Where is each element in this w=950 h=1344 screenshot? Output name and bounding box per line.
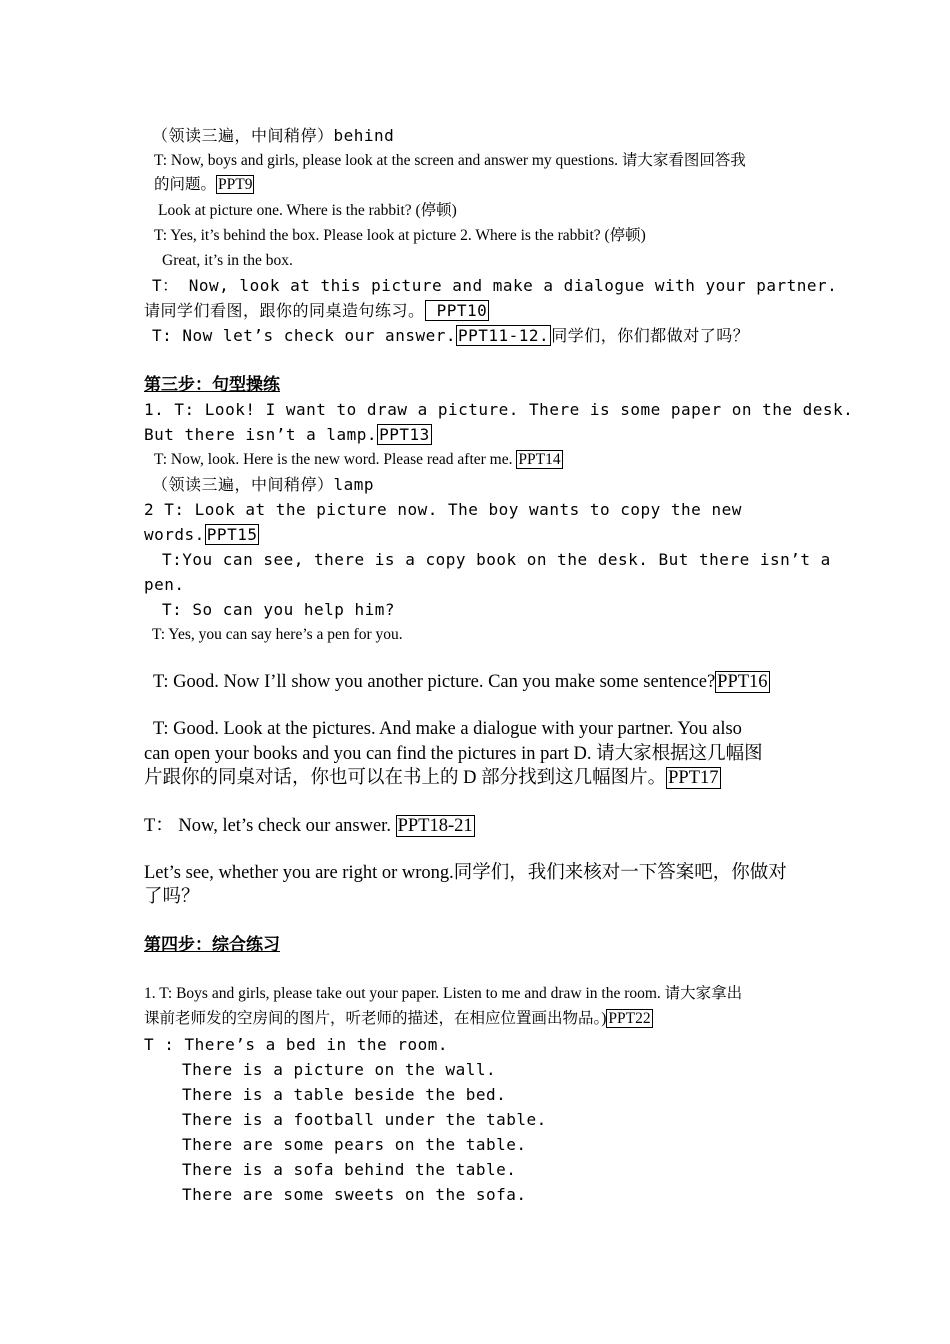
text-line: T: Yes, you can say here’s a pen for you. <box>152 626 403 643</box>
text-span: 请同学们看图，跟你的同桌造句练习。 <box>144 301 425 320</box>
ppt-ref-box: PPT11-12. <box>457 326 550 345</box>
ppt-ref-box: PPT22 <box>608 1010 651 1027</box>
ppt-ref-box: PPT10 <box>426 301 488 320</box>
section-heading: 第三步：句型操练 <box>144 375 280 395</box>
text-line: can open your books and you can find the pictures in part D. 请大家根据这几幅图 <box>144 744 763 764</box>
ppt-ref-box: PPT15 <box>206 525 258 544</box>
section-heading: 第四步：综合练习 <box>144 935 280 955</box>
text-line: T: Now, boys and girls, please look at the screen and answer my questions. 请大家看图回答我 <box>154 152 746 169</box>
text-line <box>144 815 475 837</box>
text-span: 片跟你的同桌对话，你也可以在书上的 D 部分找到这几幅图片。 <box>144 768 667 788</box>
text-line: T: So can you help him? <box>162 600 396 619</box>
text-span: 课前老师发的空房间的图片，听老师的描述，在相应位置画出物品。) <box>144 1010 607 1027</box>
text-span: T： Now, let’s check our answer. <box>144 816 391 836</box>
text-line: 了吗？ <box>144 887 200 907</box>
text-line: There is a football under the table. <box>182 1110 547 1129</box>
text-line <box>152 326 749 345</box>
text-line: T:You can see, there is a copy book on the desk. But there isn’t a <box>162 550 831 569</box>
text-span: T: Good. Now I’ll show you another picture. Can you make some sentence? <box>153 672 716 692</box>
ppt-ref-box: PPT18-21 <box>397 816 473 836</box>
text-line <box>153 671 770 693</box>
text-line: 2 T: Look at the picture now. The boy wants to copy the new <box>144 500 742 519</box>
text-line: 1. T: Boys and girls, please take out your paper. Listen to me and draw in the room. 请大家拿出 <box>144 985 743 1002</box>
text-line: pen. <box>144 575 185 594</box>
ppt-ref-box: PPT9 <box>218 176 253 193</box>
text-line: （领读三遍，中间稍停）behind <box>152 126 395 145</box>
text-line: T : There’s a bed in the room. <box>144 1035 448 1054</box>
text-line <box>144 525 259 544</box>
text-span: T: Now, look. Here is the new word. Please read after me. <box>154 451 513 468</box>
text-line: There are some pears on the table. <box>182 1135 527 1154</box>
text-line: 1. T: Look! I want to draw a picture. There is some paper on the desk. <box>144 400 854 419</box>
ppt-ref-box: PPT13 <box>379 425 430 444</box>
text-line: There is a sofa behind the table. <box>182 1160 517 1179</box>
text-line <box>154 176 254 195</box>
ppt-ref-box: PPT14 <box>518 451 561 468</box>
text-line: There are some sweets on the sofa. <box>182 1185 527 1204</box>
text-span: 的问题。 <box>154 176 217 193</box>
text-line: Great, it’s in the box. <box>162 252 293 269</box>
text-line: There is a picture on the wall. <box>182 1060 497 1079</box>
text-line: T: Yes, it’s behind the box. Please look at picture 2. Where is the rabbit? (停顿) <box>154 227 646 244</box>
text-line <box>154 451 563 470</box>
text-line: Let’s see, whether you are right or wrong.同学们，我们来核对一下答案吧，你做对 <box>144 863 787 883</box>
text-line <box>144 301 489 320</box>
text-line <box>144 425 432 444</box>
text-line: Look at picture one. Where is the rabbit? (停顿) <box>158 202 457 219</box>
text-line <box>144 767 721 789</box>
text-line <box>144 1010 653 1029</box>
text-line: T: Good. Look at the pictures. And make a dialogue with your partner. You also <box>153 719 742 739</box>
ppt-ref-box: PPT16 <box>717 672 768 692</box>
text-line: There is a table beside the bed. <box>182 1085 507 1104</box>
text-span: But there isn’t a lamp. <box>144 425 378 444</box>
text-span: 同学们，你们都做对了吗？ <box>551 326 750 345</box>
ppt-ref-box: PPT17 <box>668 768 719 788</box>
text-span: T: Now let’s check our answer. <box>152 326 456 345</box>
text-line: （领读三遍，中间稍停）lamp <box>152 475 375 494</box>
text-span: words. <box>144 525 205 544</box>
text-line: T： Now, look at this picture and make a dialogue with your partner. <box>152 276 838 295</box>
